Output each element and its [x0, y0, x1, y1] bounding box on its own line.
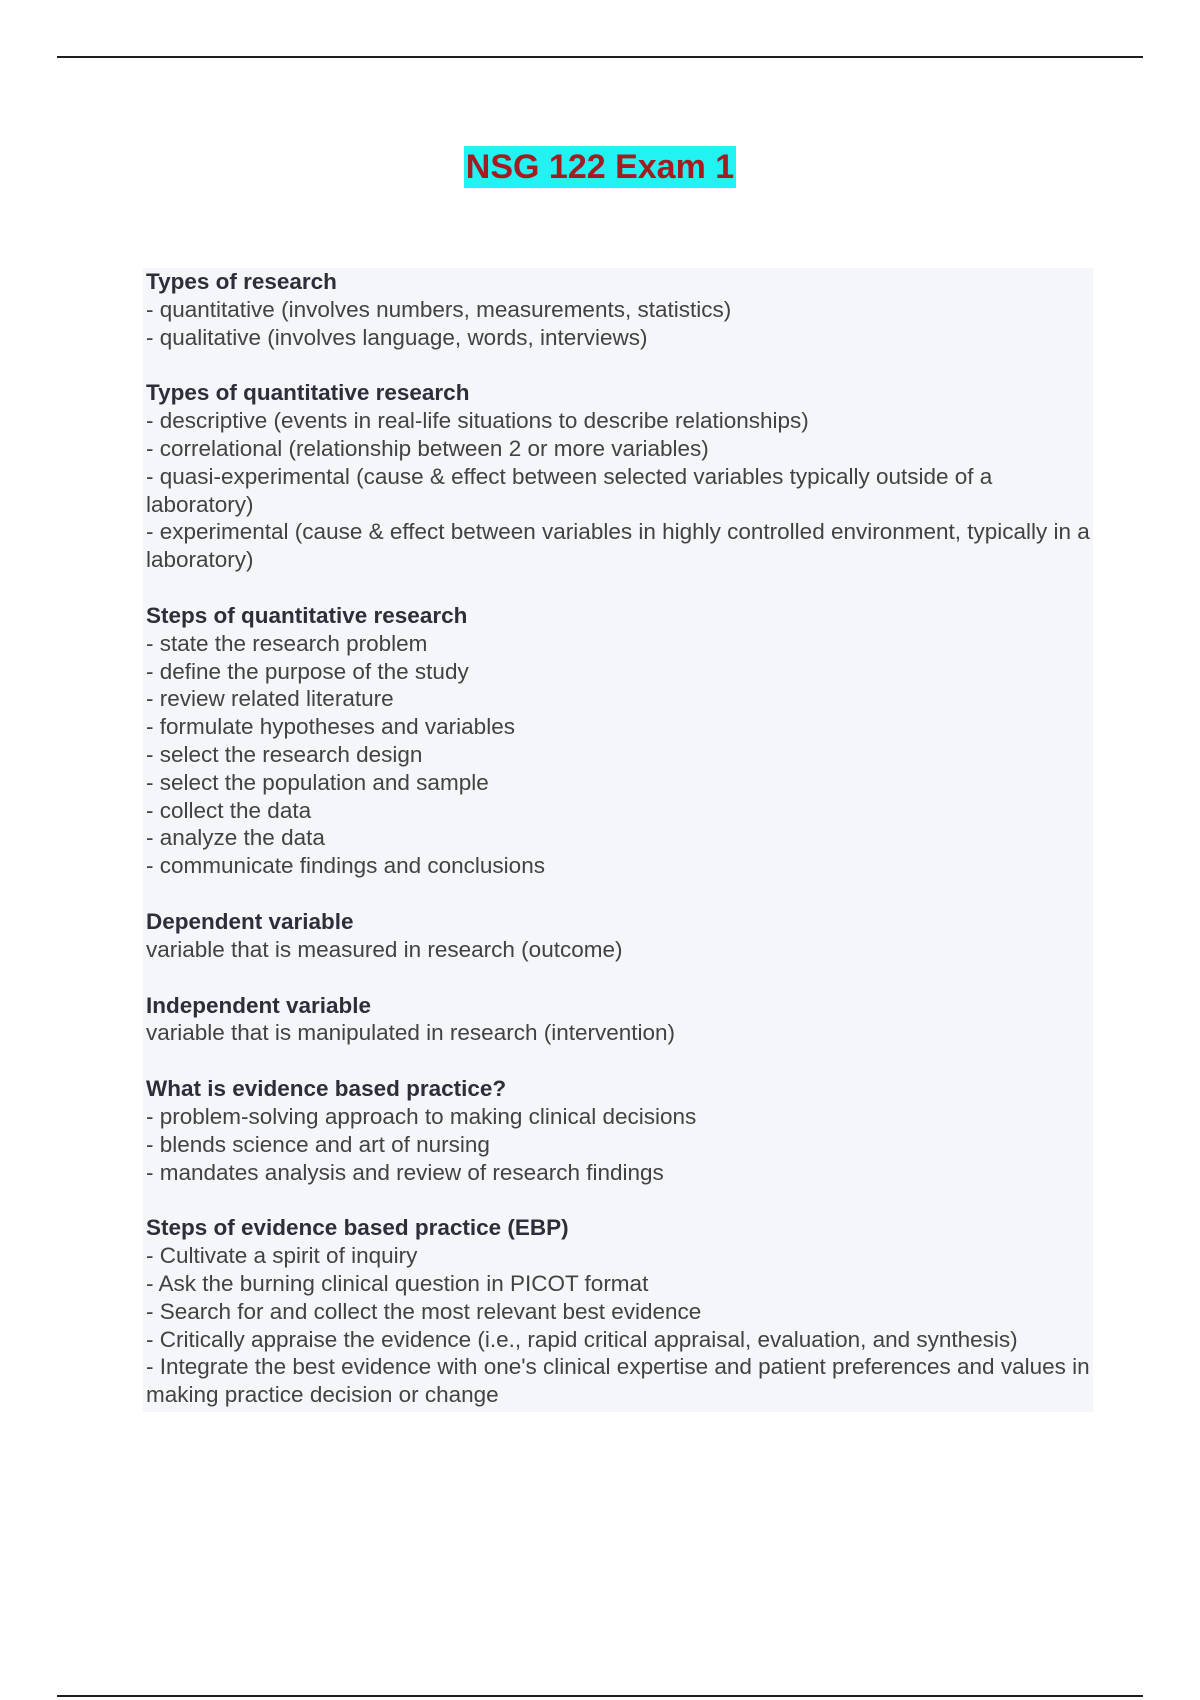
- section-types-of-quantitative-research: [146, 379, 1090, 574]
- section-line: - Search for and collect the most relevant best evidence: [146, 1298, 702, 1324]
- section-independent-variable: [146, 992, 1090, 1048]
- section-heading: What is evidence based practice?: [146, 1076, 507, 1102]
- section-line: - Ask the burning clinical question in PICOT format: [146, 1270, 649, 1296]
- section-line: - Cultivate a spirit of inquiry: [146, 1243, 418, 1269]
- section-line: - define the purpose of the study: [146, 658, 469, 684]
- section-line: - correlational (relationship between 2 or more variables): [146, 435, 709, 461]
- section-steps-of-quantitative-research: [146, 602, 1090, 880]
- section-line: variable that is manipulated in research (intervention): [146, 1020, 676, 1046]
- section-line: - select the population and sample: [146, 769, 489, 795]
- section-line: - quantitative (involves numbers, measurements, statistics): [146, 296, 732, 322]
- section-heading: Types of research: [146, 269, 337, 294]
- section-line: - collect the data: [146, 797, 312, 823]
- section-evidence-based-practice: [146, 1075, 1090, 1186]
- section-dependent-variable: [146, 908, 1090, 964]
- section-line: - Integrate the best evidence with one's clinical expertise and patient preferences and values in making practice decision or change: [146, 1354, 1090, 1408]
- section-line: - Critically appraise the evidence (i.e., rapid critical appraisal, evaluation, and synthesis): [146, 1326, 1018, 1352]
- section-line: - state the research problem: [146, 630, 428, 656]
- section-heading: Types of quantitative research: [146, 380, 470, 406]
- page-title: NSG 122 Exam 1: [465, 148, 735, 186]
- section-line: - quasi-experimental (cause & effect between selected variables typically outside of a laboratory): [146, 463, 993, 517]
- title-container: [0, 146, 1200, 188]
- notes-body: [143, 268, 1093, 1412]
- section-line: - select the research design: [146, 741, 423, 767]
- section-line: - experimental (cause & effect between variables in highly controlled environment, typically in a laboratory): [146, 519, 1090, 573]
- bottom-rule: [57, 1695, 1143, 1697]
- section-line: - formulate hypotheses and variables: [146, 714, 515, 740]
- section-heading: Steps of evidence based practice (EBP): [146, 1215, 569, 1241]
- section-line: - blends science and art of nursing: [146, 1131, 490, 1157]
- section-line: - qualitative (involves language, words, interviews): [146, 324, 648, 350]
- section-line: variable that is measured in research (outcome): [146, 936, 623, 962]
- section-line: - review related literature: [146, 686, 394, 712]
- section-types-of-research: [146, 268, 1090, 351]
- section-line: - descriptive (events in real-life situations to describe relationships): [146, 408, 809, 434]
- section-heading: Steps of quantitative research: [146, 602, 468, 628]
- section-heading: Independent variable: [146, 992, 372, 1018]
- section-line: - communicate findings and conclusions: [146, 853, 545, 879]
- section-line: - problem-solving approach to making clinical decisions: [146, 1103, 697, 1129]
- top-rule: [57, 56, 1143, 58]
- section-steps-of-ebp: [146, 1214, 1090, 1409]
- section-line: - analyze the data: [146, 825, 325, 851]
- section-line: - mandates analysis and review of research findings: [146, 1159, 664, 1185]
- section-heading: Dependent variable: [146, 908, 354, 934]
